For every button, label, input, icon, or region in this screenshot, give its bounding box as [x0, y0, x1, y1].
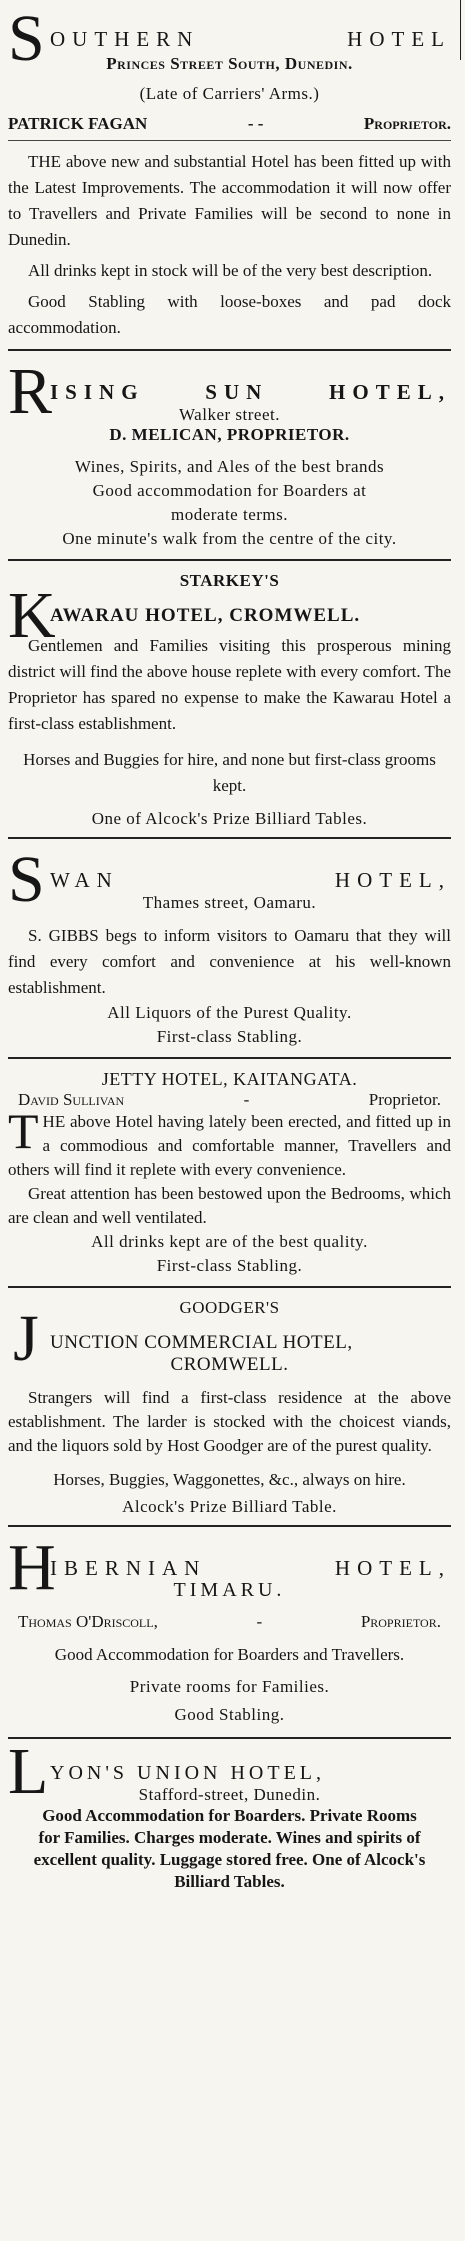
ad-line: First-class Stabling. [156, 1027, 303, 1046]
drop-cap: J [13, 1302, 39, 1375]
ad-paragraph: S. GIBBS begs to inform visitors to Oamaru that they will find every comfort and convenience at his well-known establishment. [8, 926, 451, 997]
proprietor-name: Thomas O'Driscoll, [18, 1612, 158, 1631]
proprietor-line: D. MELICAN, PROPRIETOR. [109, 425, 350, 444]
hotel-street: Thames street, Oamaru. [142, 893, 317, 912]
dash: - [243, 1090, 250, 1109]
ad-paragraph: Good Accommodation for Boarders. Private Rooms for Families. Charges moderate. Wines and spirits of excellent quality. Luggage stored free. One of Alcock's Billiard Tables. [33, 1806, 426, 1891]
drop-cap: H [8, 1531, 56, 1604]
ad-line: All drinks kept are of the best quality. [91, 1232, 368, 1251]
hotel-street: Walker street. [179, 405, 280, 424]
hotel-owner-heading: STARKEY'S [179, 571, 280, 590]
ad-kawarau-hotel [8, 571, 451, 829]
title-word: OUTHERN [50, 27, 200, 51]
ad-divider [8, 1737, 451, 1739]
proprietor-line [8, 114, 451, 134]
ad-line: Wines, Spirits, and Ales of the best brands [74, 457, 385, 476]
drop-cap: K [8, 579, 56, 652]
ad-divider [8, 1525, 451, 1527]
ad-rising-sun-hotel [8, 355, 451, 551]
proprietor-name: David Sullivan [18, 1090, 125, 1109]
ad-divider [8, 1057, 451, 1059]
ad-paragraph: Good Stabling with loose-boxes and pad dock accommodation. [8, 292, 451, 337]
ad-divider [8, 1286, 451, 1288]
hotel-town: CROMWELL. [170, 1354, 289, 1375]
ad-divider [8, 837, 451, 839]
title-text: YON'S UNION HOTEL, [50, 1762, 326, 1784]
dashes: - - [247, 114, 264, 133]
hotel-name: JETTY HOTEL, KAITANGATA. [101, 1069, 358, 1089]
proprietor-name: PATRICK FAGAN [8, 114, 148, 133]
title-word: HOTEL, [334, 868, 451, 892]
hotel-street: Stafford-street, Dunedin. [138, 1785, 321, 1804]
drop-cap: R [8, 355, 53, 428]
proprietor-role: Proprietor. [368, 1090, 441, 1109]
ad-paragraph: All drinks kept in stock will be of the very best description. [28, 261, 433, 280]
title-word: HOTEL, [329, 380, 451, 404]
ad-hibernian-hotel [8, 1531, 451, 1729]
ad-paragraph: THE above new and substantial Hotel has been fitted up with the Latest Improvements. The accommodation it will now offer to Travellers and Private Families will be second to none in Dunedin. [8, 152, 451, 249]
title-word: ISING [50, 380, 145, 404]
ad-paragraph: Great attention has been bestowed upon the Bedrooms, which are clean and well ventilated. [8, 1184, 451, 1227]
ad-divider [8, 559, 451, 561]
ad-paragraph: Good Accommodation for Boarders and Travellers. [54, 1645, 405, 1664]
ad-swan-hotel [8, 843, 451, 1049]
proprietor-role: Proprietor. [363, 114, 451, 133]
drop-cap: L [8, 1735, 49, 1808]
ad-billiard-line: One of Alcock's Prize Billiard Tables. [91, 809, 368, 828]
column-edge-line [460, 0, 461, 60]
drop-cap: T [8, 1103, 39, 1159]
proprietor-line [8, 1090, 451, 1110]
ad-horses-line: Horses and Buggies for hire, and none but first-class grooms kept. [23, 750, 436, 795]
proprietor-role: Proprietor. [360, 1612, 441, 1631]
ad-line: moderate terms. [170, 505, 288, 524]
ad-junction-hotel [8, 1298, 451, 1517]
hotel-former-name: (Late of Carriers' Arms.) [139, 84, 320, 103]
ad-line: Private rooms for Families. [129, 1677, 330, 1696]
ad-divider [8, 349, 451, 351]
title-text: UNCTION COMMERCIAL HOTEL, [50, 1332, 353, 1353]
hotel-address: Princes Street South, Dunedin. [106, 54, 353, 73]
ad-horses-line: Horses, Buggies, Waggonettes, &c., always on hire. [53, 1470, 406, 1489]
title-word: HOTEL, [334, 1556, 451, 1580]
title-word: WAN [50, 868, 119, 892]
hotel-owner-heading: GOODGER'S [179, 1298, 280, 1317]
ad-line: One minute's walk from the centre of the city. [62, 529, 397, 548]
drop-cap: S [8, 843, 45, 916]
ad-paragraph: Gentlemen and Families visiting this prosperous mining district will find the above house replete with every comfort. The Proprietor has spared no expense to make the Kawarau Hotel a first-class establishment. [8, 636, 451, 733]
title-word: SUN [205, 380, 269, 404]
ad-paragraph-text: HE above Hotel having lately been erected, and fitted up in a commodious and comfortable manner, Travellers and others will find it replete with every convenience. [8, 1112, 451, 1179]
ad-paragraph [8, 1103, 451, 1182]
ad-line: Good Stabling. [174, 1705, 285, 1724]
ad-line: All Liquors of the Purest Quality. [107, 1003, 352, 1022]
ad-line: Good accommodation for Boarders at [92, 481, 367, 500]
dash: - [256, 1612, 263, 1631]
ad-jetty-hotel [8, 1069, 451, 1278]
title-word: IBERNIAN [50, 1556, 207, 1580]
ad-paragraph: Strangers will find a first-class residence at the above establishment. The larder is stocked with the choicest viands, and the liquors sold by Host Goodger are of the purest quality. [8, 1388, 451, 1455]
ad-line: First-class Stabling. [156, 1256, 303, 1275]
proprietor-line [8, 1612, 451, 1632]
ad-southern-hotel [8, 2, 451, 341]
ad-billiard-line: Alcock's Prize Billiard Table. [122, 1497, 337, 1516]
title-text: AWARAU HOTEL, CROMWELL. [50, 605, 361, 626]
ad-lyons-union-hotel [8, 1735, 451, 1893]
hotel-town: TIMARU. [173, 1579, 286, 1601]
drop-cap: S [8, 2, 45, 75]
title-word: HOTEL [347, 27, 451, 51]
